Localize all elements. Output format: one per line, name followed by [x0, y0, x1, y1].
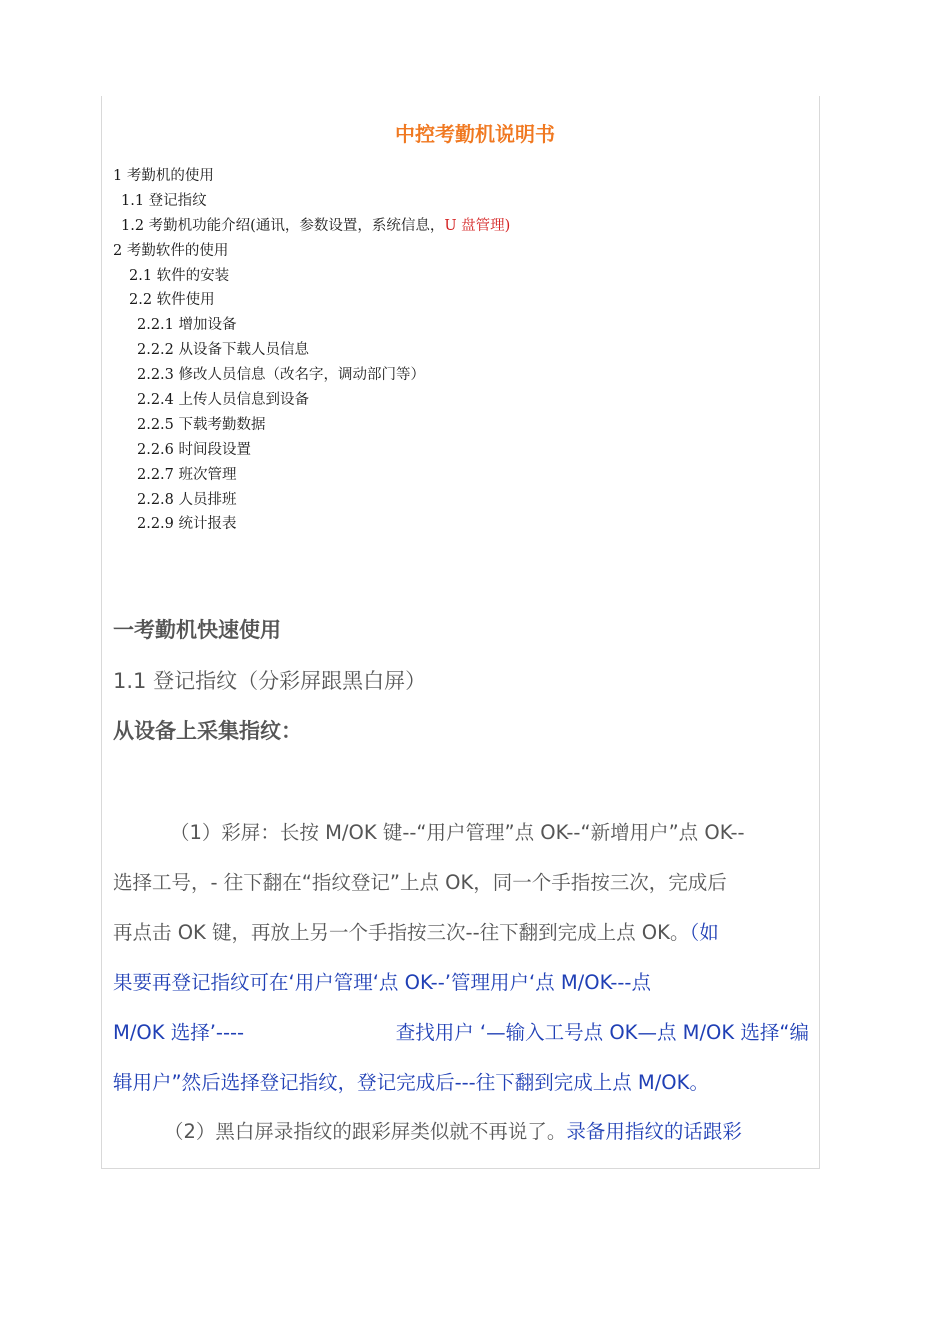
table-of-contents: [113, 164, 510, 537]
toc-item: 2.2.2 从设备下载人员信息: [137, 342, 310, 359]
paragraph-line: [164, 1116, 809, 1144]
paragraph-text-blue: 录备用指纹的话跟彩: [566, 1120, 742, 1143]
paragraph-text-blue: 查找用户 ‘—输入工号点 OK—点 M/OK 选择“编: [395, 1021, 809, 1044]
toc-item: 2.2.9 统计报表: [137, 516, 237, 533]
toc-item-text: 1.2 考勤机功能介绍(通讯，参数设置，系统信息，: [121, 217, 445, 234]
paragraph-line: 辑用户”然后选择登记指纹，登记完成后---往下翻到完成上点 M/OK。: [113, 1071, 709, 1094]
toc-item: 2.2.7 班次管理: [137, 466, 237, 483]
paragraph-text: （2）黑白屏录指纹的跟彩屏类似就不再说了。: [164, 1120, 567, 1143]
paragraph-line: [113, 917, 809, 945]
paragraph-text-blue: M/OK 选择’----: [113, 1021, 245, 1044]
section-heading: 一考勤机快速使用: [113, 618, 281, 642]
toc-item-highlight: U 盘管理): [444, 217, 511, 234]
toc-item: 1 考勤机的使用: [113, 168, 214, 184]
toc-item: 2.2.5 下载考勤数据: [137, 416, 266, 433]
paragraph-line: 果要再登记指纹可在‘用户管理‘点 OK--’管理用户‘点 M/OK---点: [113, 971, 651, 994]
toc-item: 1.1 登记指纹: [121, 192, 207, 209]
paragraph-text: 再点击 OK 键，再放上另一个手指按三次--往下翻到完成上点 OK。: [113, 921, 690, 944]
toc-item: 2.2 软件使用: [129, 292, 215, 309]
paragraph-line: [113, 1017, 809, 1045]
paragraph-text-blue: （如: [689, 921, 719, 944]
toc-item: 2.2.1 增加设备: [137, 317, 237, 334]
toc-item: 2.2.4 上传人员信息到设备: [137, 392, 310, 409]
toc-item: 2.2.6 时间段设置: [137, 441, 252, 458]
toc-item: 2.2.3 修改人员信息（改名字，调动部门等）: [137, 367, 426, 384]
toc-item: 2 考勤软件的使用: [113, 242, 229, 259]
paragraph-line: （1）彩屏：长按 M/OK 键--“用户管理”点 OK--“新增用户”点 OK--: [170, 821, 745, 844]
collect-heading: 从设备上采集指纹：: [113, 719, 302, 743]
toc-item: 2.1 软件的安装: [129, 267, 230, 284]
paragraph-line: 选择工号，- 往下翻在“指纹登记”上点 OK，同一个手指按三次，完成后: [113, 871, 727, 894]
toc-item: 2.2.8 人员排班: [137, 491, 237, 508]
toc-item: [113, 214, 510, 239]
subsection-heading: 1.1 登记指纹（分彩屏跟黑白屏）: [113, 669, 427, 693]
document-title: 中控考勤机说明书: [395, 122, 555, 146]
